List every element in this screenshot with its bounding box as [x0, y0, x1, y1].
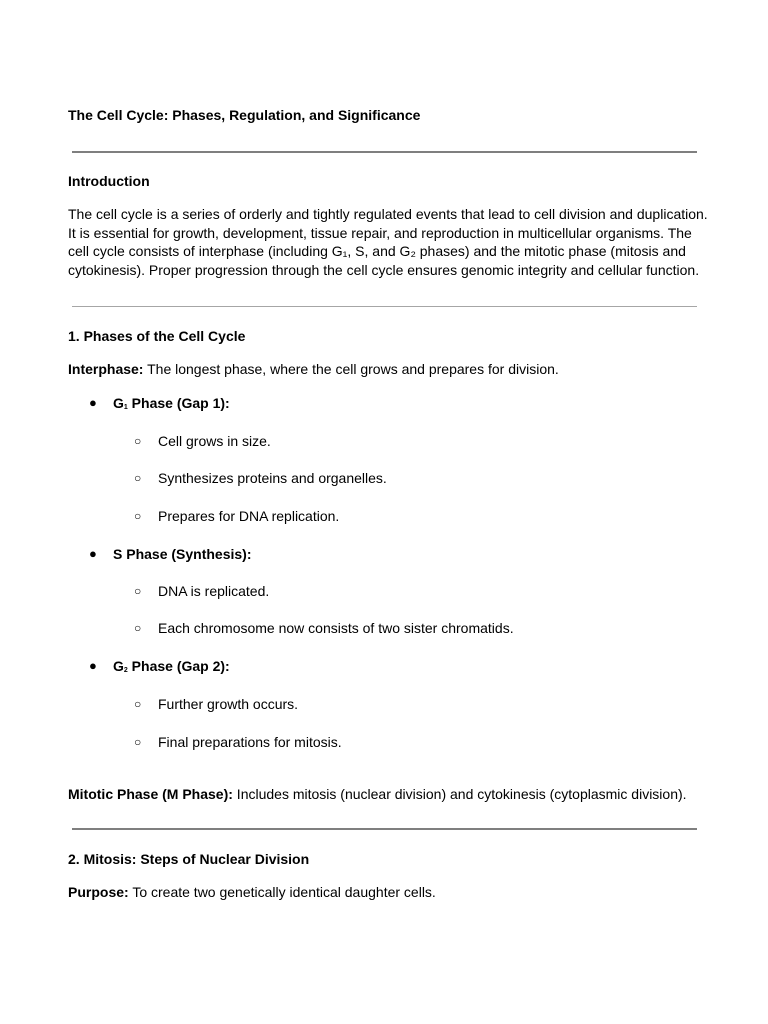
interphase-text: The longest phase, where the cell grows and prepares for division.	[143, 361, 559, 377]
purpose-line	[68, 883, 436, 902]
document-title: The Cell Cycle: Phases, Regulation, and Significance	[68, 107, 421, 123]
bullet-icon: ●	[89, 395, 97, 410]
hollow-bullet-icon: ○	[134, 697, 142, 711]
hollow-bullet-icon: ○	[134, 471, 142, 485]
g1-phase-label: $G_1$ Phase (Gap 1):	[113, 395, 230, 411]
purpose-text: To create two genetically identical daughter cells.	[128, 884, 436, 900]
section1-heading: 1. Phases of the Cell Cycle	[68, 328, 246, 344]
hollow-bullet-icon: ○	[134, 735, 142, 749]
list-item: Each chromosome now consists of two sister chromatids.	[158, 620, 514, 636]
divider	[72, 151, 697, 153]
purpose-label: Purpose:	[68, 884, 129, 900]
mitotic-phase-line	[68, 785, 687, 804]
hollow-bullet-icon: ○	[134, 434, 142, 448]
list-item: Synthesizes proteins and organelles.	[158, 470, 387, 486]
s-phase-label: S Phase (Synthesis):	[113, 546, 252, 562]
interphase-label: Interphase:	[68, 361, 144, 377]
bullet-icon: ●	[89, 546, 97, 561]
section2-heading: 2. Mitosis: Steps of Nuclear Division	[68, 851, 310, 867]
interphase-line	[68, 360, 559, 379]
g2-phase-label: $G_2$ Phase (Gap 2):	[113, 658, 230, 674]
mitotic-label: Mitotic Phase (M Phase):	[68, 786, 233, 802]
intro-paragraph: The cell cycle is a series of orderly and tightly regulated events that lead to cell division and duplication. It is essential for growth, development, tissue repair, and reproduction in multicellular organisms. The cell cycle consists of interphase (including G₁, S, and G₂ phases) and the mitotic phase (mitosis and cytokinesis). Proper progression through the cell cycle ensures genomic integrity and cellular function.	[68, 206, 708, 279]
hollow-bullet-icon: ○	[134, 621, 142, 635]
divider	[72, 828, 697, 830]
hollow-bullet-icon: ○	[134, 584, 142, 598]
hollow-bullet-icon: ○	[134, 509, 142, 523]
list-item: DNA is replicated.	[158, 583, 270, 599]
list-item: Prepares for DNA replication.	[158, 508, 340, 524]
list-item: Final preparations for mitosis.	[158, 734, 342, 750]
bullet-icon: ●	[89, 658, 97, 673]
divider	[72, 306, 697, 307]
mitotic-text: Includes mitosis (nuclear division) and cytokinesis (cytoplasmic division).	[232, 786, 687, 802]
list-item: Further growth occurs.	[158, 696, 299, 712]
intro-heading: Introduction	[68, 173, 150, 189]
list-item: Cell grows in size.	[158, 433, 271, 449]
